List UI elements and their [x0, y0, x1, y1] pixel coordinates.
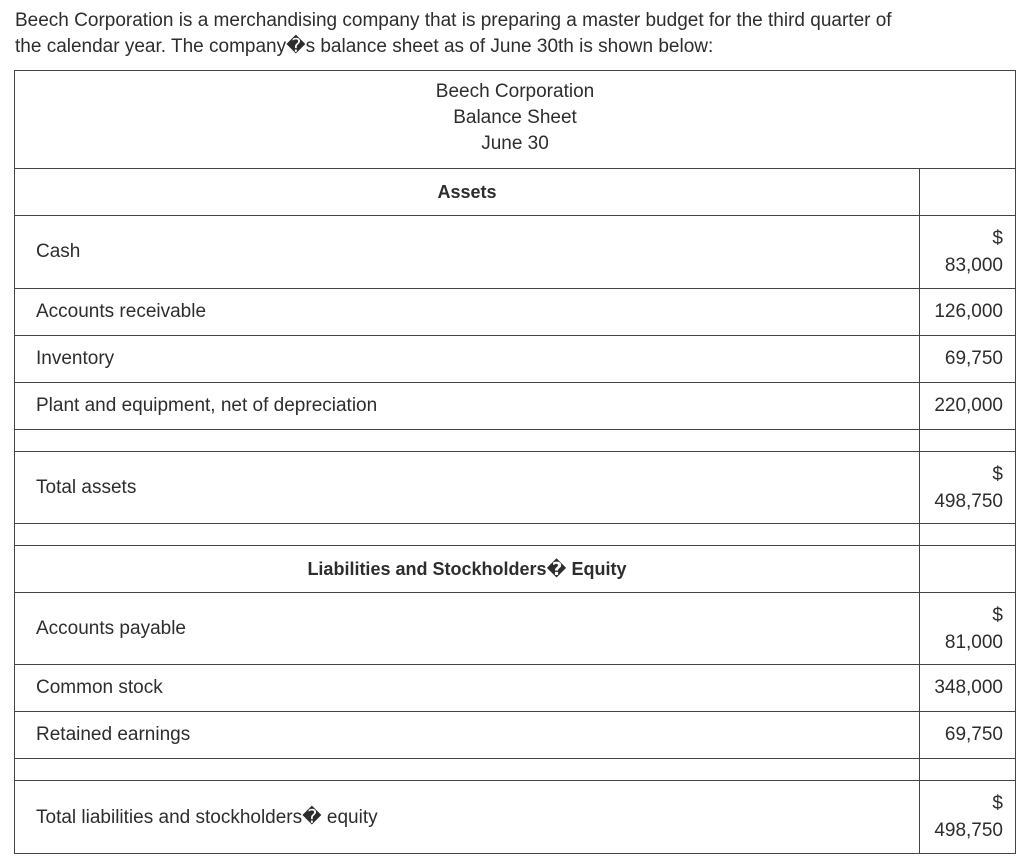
total-liabilities-label: Total liabilities and stockholders� equity: [36, 806, 378, 828]
statement-date: June 30: [481, 133, 549, 154]
table-row: [14, 592, 1016, 665]
plant-label: Plant and equipment, net of depreciation: [36, 395, 378, 416]
intro-line-1: Beech Corporation is a merchandising company that is preparing a master budget for the third quarter of: [15, 10, 892, 31]
accounts-payable-label: Accounts payable: [36, 617, 186, 639]
table-row: [14, 335, 1016, 383]
company-name: Beech Corporation: [435, 81, 595, 102]
blank-row: [14, 429, 1016, 452]
total-assets-value: 498,750: [934, 490, 1003, 512]
accounts-receivable-value: 126,000: [934, 301, 1003, 322]
dollar-sign: $: [992, 793, 1003, 814]
table-row: [14, 215, 1016, 289]
accounts-payable-value: 81,000: [944, 631, 1003, 653]
cash-label: Cash: [36, 241, 81, 262]
retained-earnings-label: Retained earnings: [36, 724, 191, 745]
accounts-payable-amount: [945, 593, 1003, 664]
problem-intro: [15, 8, 1005, 60]
total-assets-label: Total assets: [36, 476, 137, 498]
assets-heading-row: [14, 168, 1016, 216]
table-row: [14, 382, 1016, 430]
dollar-sign: $: [992, 463, 1003, 485]
table-row: [14, 780, 1016, 854]
liabilities-heading-row: [14, 545, 1016, 593]
dollar-sign: $: [992, 604, 1003, 626]
cash-value: 83,000: [944, 255, 1003, 276]
cash-amount: [945, 216, 1003, 288]
total-liabilities-amount: [934, 781, 1003, 853]
dollar-sign: $: [992, 228, 1003, 249]
balance-sheet-header: [14, 70, 1016, 169]
retained-earnings-value: 69,750: [944, 724, 1003, 745]
blank-row: [14, 523, 1016, 546]
inventory-value: 69,750: [944, 348, 1003, 369]
total-liabilities-value: 498,750: [934, 820, 1003, 841]
liabilities-heading: Liabilities and Stockholders� Equity: [307, 558, 627, 579]
total-assets-amount: [934, 452, 1003, 523]
table-row: [14, 451, 1016, 524]
accounts-receivable-label: Accounts receivable: [36, 301, 207, 322]
table-row: [14, 288, 1016, 336]
common-stock-value: 348,000: [934, 677, 1003, 698]
table-row: [14, 711, 1016, 759]
intro-line-2: the calendar year. The company�s balance sheet as of June 30th is shown below:: [15, 36, 714, 57]
plant-value: 220,000: [934, 395, 1003, 416]
assets-heading: Assets: [437, 181, 497, 202]
common-stock-label: Common stock: [36, 677, 163, 698]
table-row: [14, 664, 1016, 712]
statement-title: Balance Sheet: [453, 107, 577, 128]
blank-row: [14, 758, 1016, 781]
inventory-label: Inventory: [36, 348, 115, 369]
